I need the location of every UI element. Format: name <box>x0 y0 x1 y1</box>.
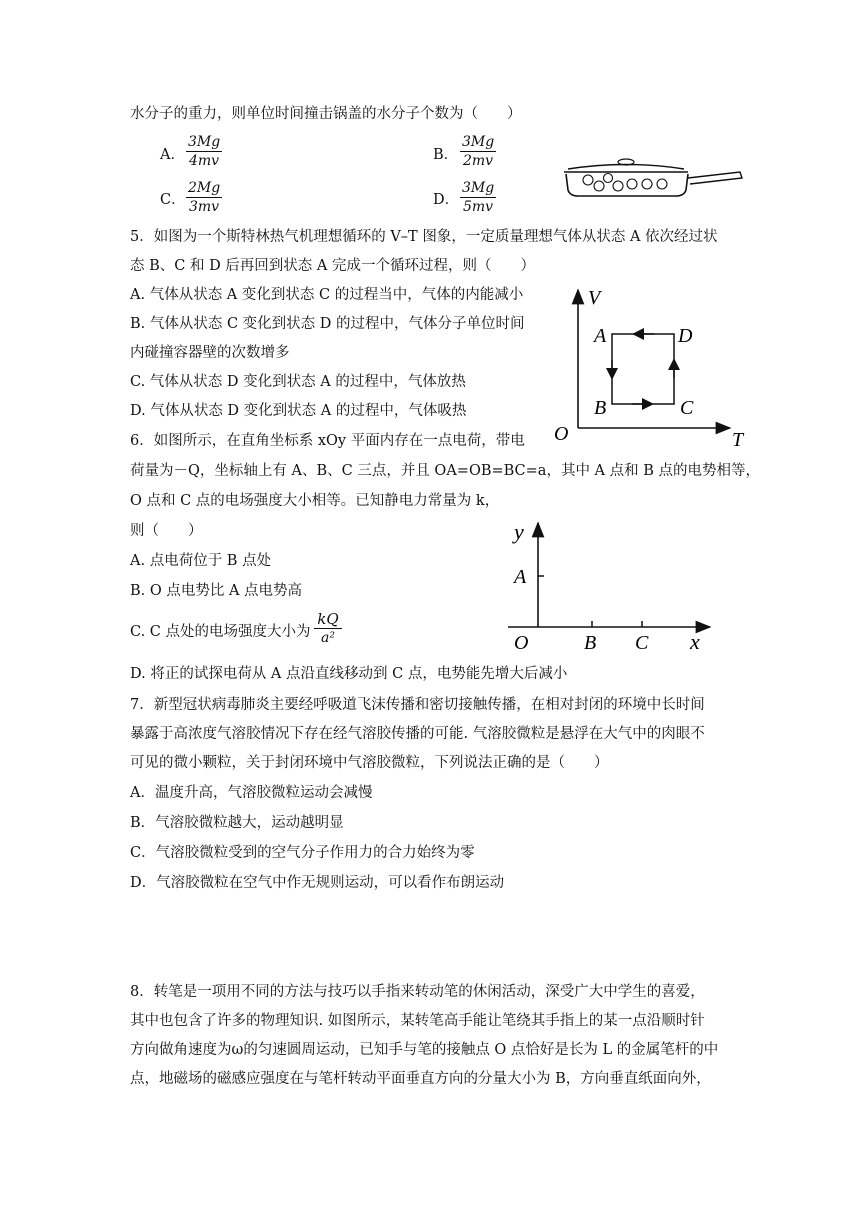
q5-option-b-line2: 内碰撞容器壁的次数增多 <box>130 345 290 361</box>
q6-option-d: D. 将正的试探电荷从 A 点沿直线移动到 C 点，电势能先增大后减小 <box>130 666 568 682</box>
xoy-point-a: A <box>514 566 527 588</box>
q4-option-c-fraction: $\frac{2Mg}{3mv}$ <box>188 180 221 215</box>
q5-option-b-line1: B. 气体从状态 C 变化到状态 D 的过程中，气体分子单位时间 <box>130 316 525 332</box>
pot-illustration <box>558 156 744 202</box>
q4-option-d-label: D． <box>433 192 460 208</box>
xoy-point-c: C <box>635 632 649 654</box>
q8-stem-line1: 8．转笔是一项用不同的方法与技巧以手指来转动笔的休闲活动，深受广大中学生的喜爱， <box>130 984 705 1000</box>
q4-option-d-fraction: $\frac{3Mg}{5mv}$ <box>462 180 495 215</box>
q7-stem-line3: 可见的微小颗粒，关于封闭环境中气溶胶微粒，下列说法正确的是（ ） <box>130 755 609 771</box>
vt-v-axis-label: V <box>588 287 601 309</box>
q5-stem-line1: 5．如图为一个斯特林热气机理想循环的 V–T 图象，一定质量理想气体从状态 A 依次经过状 <box>130 229 718 245</box>
q8-stem-line3: 方向做角速度为ω的匀速圆周运动，已知手与笔的接触点 O 点恰好是长为 L 的金属笔杆的中 <box>130 1042 719 1058</box>
q7-stem-line1: 7．新型冠状病毒肺炎主要经呼吸道飞沫传播和密切接触传播，在相对封闭的环境中长时间 <box>130 697 705 713</box>
q4-option-a-fraction: $\frac{3Mg}{4mv}$ <box>188 134 221 169</box>
q4-option-c-label: C． <box>160 192 186 208</box>
vt-t-axis-label: T <box>732 429 744 451</box>
xoy-x-axis-label: x <box>690 629 700 654</box>
q6-option-a: A. 点电荷位于 B 点处 <box>130 553 272 569</box>
vt-point-c: C <box>680 397 694 419</box>
q4-stem: 水分子的重力，则单位时间撞击锅盖的水分子个数为（ ） <box>130 106 522 122</box>
q4-option-b-fraction: $\frac{3Mg}{2mv}$ <box>462 134 495 169</box>
q6-option-b: B. O 点电势比 A 点电势高 <box>130 583 303 599</box>
q6-option-c-fraction: $\frac{kQ}{\text{a²}}$ <box>314 611 342 646</box>
q6-stem-line3: O 点和 C 点的电场强度大小相等。已知静电力常量为 k， <box>130 493 500 509</box>
q5-stem-line2: 态 B、C 和 D 后再回到状态 A 完成一个循环过程，则（ ） <box>130 258 535 274</box>
q7-option-a: A．温度升高，气溶胶微粒运动会减慢 <box>130 785 373 801</box>
q5-option-c: C. 气体从状态 D 变化到状态 A 的过程中，气体放热 <box>130 374 466 390</box>
q7-option-d: D．气溶胶微粒在空气中作无规则运动，可以看作布朗运动 <box>130 875 505 891</box>
q6-stem-line1: 6．如图所示，在直角坐标系 xOy 平面内存在一点电荷，带电 <box>130 433 525 449</box>
vt-point-d: D <box>678 325 693 347</box>
xoy-diagram <box>500 515 720 657</box>
xoy-origin-label: O <box>514 632 529 654</box>
q8-stem-line4: 点，地磁场的磁感应强度在与笔杆转动平面垂直方向的分量大小为 B，方向垂直纸面向外， <box>130 1071 711 1087</box>
xoy-y-axis-label: y <box>514 519 524 544</box>
q7-option-b: B．气溶胶微粒越大，运动越明显 <box>130 815 344 831</box>
q4-option-a-label: A． <box>160 147 185 163</box>
q7-stem-line2: 暴露于高浓度气溶胶情况下存在经气溶胶传播的可能. 气溶胶微粒是悬浮在大气中的肉眼不 <box>130 726 705 742</box>
vt-diagram <box>548 282 758 452</box>
xoy-point-b: B <box>584 632 597 654</box>
q6-stem-line4: 则（ ） <box>130 523 203 539</box>
q6-option-c-text: C. C 点处的电场强度大小为 <box>130 624 311 640</box>
q7-option-c: C．气溶胶微粒受到的空气分子作用力的合力始终为零 <box>130 845 475 861</box>
q4-option-b-label: B． <box>433 147 459 163</box>
q5-option-d: D. 气体从状态 D 变化到状态 A 的过程中，气体吸热 <box>130 403 467 419</box>
vt-point-a: A <box>594 325 607 347</box>
q8-stem-line2: 其中也包含了许多的物理知识. 如图所示，某转笔高手能让笔绕其手指上的某一点沿顺时针 <box>130 1013 705 1029</box>
vt-point-b: B <box>594 397 607 419</box>
vt-origin-label: O <box>554 423 569 445</box>
q6-stem-line2: 荷量为－Q，坐标轴上有 A、B、C 三点，并且 OA=OB=BC=a，其中 A 点和 B 点的电势相等， <box>130 463 761 479</box>
q5-option-a: A. 气体从状态 A 变化到状态 C 的过程当中，气体的内能减小 <box>130 287 524 303</box>
